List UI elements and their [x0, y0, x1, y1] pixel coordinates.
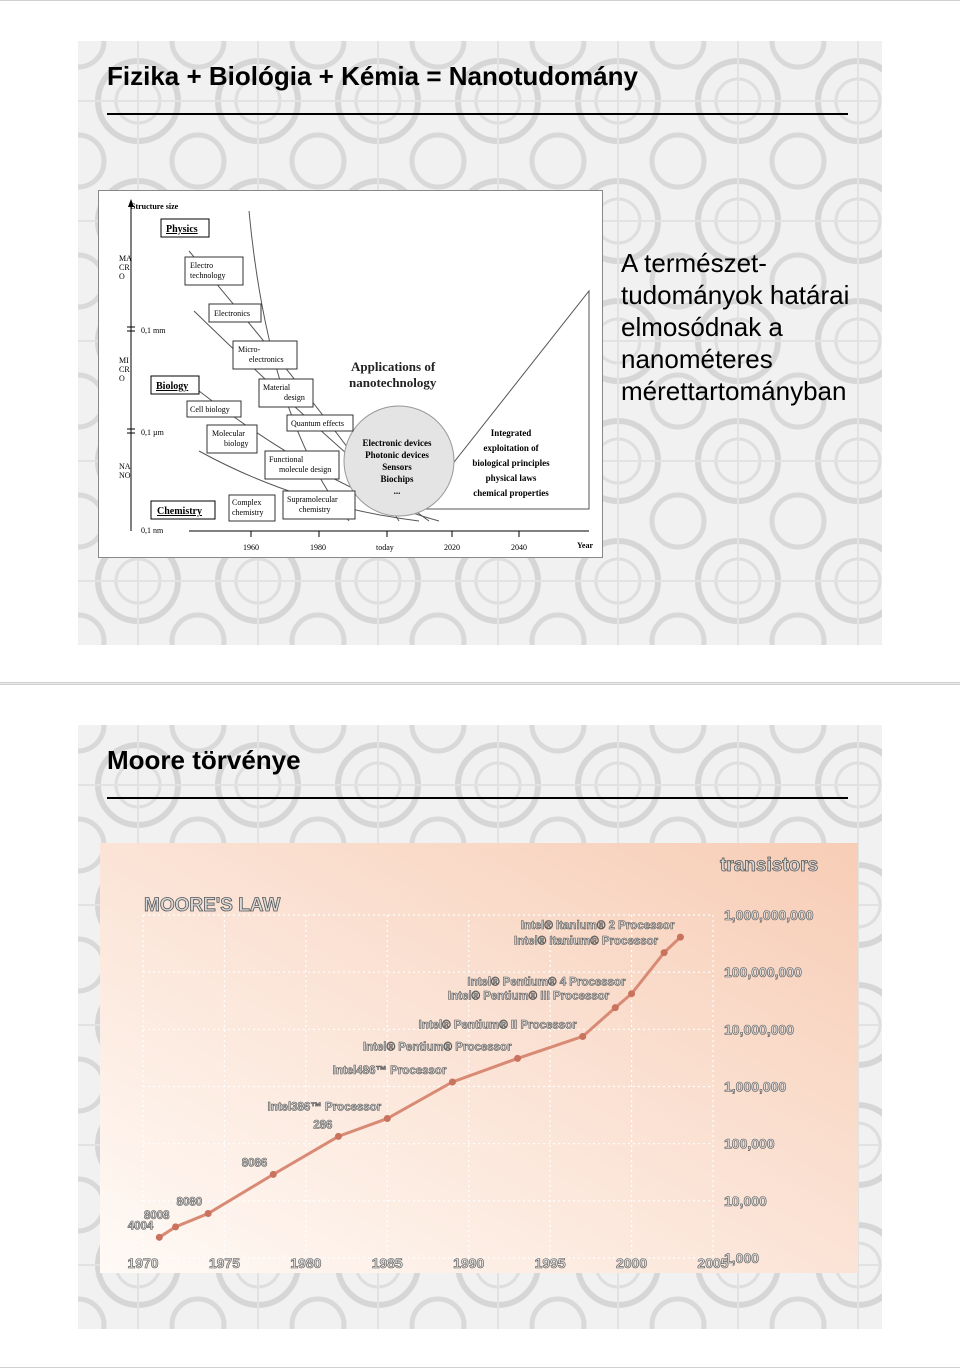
data-point: [270, 1171, 277, 1178]
slide-1: [0, 0, 960, 683]
scale-label-nm: 0,1 nm: [141, 526, 164, 535]
data-label: Intel® Pentium® III Processor: [447, 990, 610, 1003]
title-underline: [107, 113, 848, 115]
y-tick-label: 10,000: [724, 1192, 767, 1209]
y-tick-label: 1,000,000: [724, 1078, 787, 1095]
applications-title: Applications of nanotechnology: [349, 359, 437, 390]
y-tick-label: 100,000,000: [724, 964, 802, 981]
scale-label-mm: 0,1 mm: [141, 326, 166, 335]
svg-text:1960: 1960: [243, 543, 259, 552]
svg-text:Cell biology: Cell biology: [190, 405, 230, 414]
slide-caption: A természet- tudományok határai elmosódnak a nanométeres mérettartományban: [621, 248, 850, 406]
y-tick-label: 10,000,000: [724, 1021, 795, 1038]
data-label: Intel® Itanium® 2 Processor: [520, 920, 675, 933]
scale-nano: NA NO: [119, 462, 131, 480]
field-boxes: [185, 257, 355, 521]
data-point: [612, 1004, 619, 1011]
discipline-chemistry: [151, 501, 215, 519]
x-tick-label: 1975: [208, 1255, 241, 1271]
discipline-physics: [161, 219, 209, 237]
data-label: Intel486™ Processor: [332, 1064, 447, 1077]
svg-text:Micro-electronics: Micro-electronics: [238, 345, 284, 364]
data-point: [205, 1210, 212, 1217]
data-label: Intel® Pentium® 4 Processor: [467, 976, 626, 989]
chart-title: MOORE'S LAW: [144, 895, 281, 916]
data-label: Intel® Pentium® II Processor: [418, 1019, 577, 1032]
svg-text:Functionalmolecule design: Functional molecule design: [269, 455, 332, 474]
y-tick-label: 1,000,000,000: [724, 907, 814, 923]
data-point: [579, 1033, 586, 1040]
data-label: 286: [313, 1119, 333, 1132]
svg-text:Electrotechnology: Electro technology: [190, 261, 226, 280]
data-label: Intel® Itanium® Processor: [514, 935, 659, 948]
data-point: [661, 949, 668, 956]
data-point: [449, 1078, 456, 1085]
svg-text:2020: 2020: [444, 543, 460, 552]
y-tick-label: 1,000: [724, 1250, 760, 1266]
x-tick-label: 1990: [453, 1255, 485, 1271]
svg-text:Electronics: Electronics: [214, 309, 250, 318]
svg-text:Quantum effects: Quantum effects: [291, 419, 344, 428]
data-point: [628, 990, 635, 997]
y-axis-title: Structure size: [131, 202, 179, 211]
moores-law-chart: [100, 843, 858, 1273]
svg-text:Supramolecularchemistry: Supramolecular chemistry: [287, 495, 338, 514]
svg-text:Year: Year: [577, 541, 593, 550]
x-tick-label: 1995: [534, 1255, 566, 1271]
svg-text:2040: 2040: [511, 543, 527, 552]
data-point: [335, 1133, 342, 1140]
x-ticks: [243, 531, 593, 552]
applications-circle: [344, 406, 454, 516]
data-label: 8080: [176, 1196, 203, 1209]
title-underline: [107, 797, 848, 799]
data-label: 8086: [241, 1157, 268, 1170]
data-point: [384, 1115, 391, 1122]
svg-text:Molecularbiology: Molecular biology: [212, 429, 249, 448]
svg-text:Biology: Biology: [156, 381, 189, 392]
svg-text:today: today: [376, 543, 394, 552]
y-axis-title: transistors: [720, 855, 819, 876]
x-tick-label: 1985: [371, 1255, 403, 1271]
data-point: [156, 1234, 163, 1241]
svg-text:Chemistry: Chemistry: [157, 506, 202, 517]
scale-label-um: 0,1 µm: [141, 428, 164, 437]
data-label: Intel386™ Processor: [267, 1101, 382, 1114]
slide-title: Fizika + Biológia + Kémia = Nanotudomány: [107, 61, 638, 91]
scale-micro: MI CR O: [119, 356, 130, 383]
svg-text:Complexchemistry: Complex chemistry: [232, 498, 264, 517]
scale-macro: MA CR O: [119, 254, 132, 281]
data-label: 8008: [143, 1209, 170, 1222]
x-tick-label: 2000: [615, 1255, 648, 1271]
slide-2: [0, 684, 960, 1368]
slide-title: Moore törvénye: [107, 745, 301, 775]
data-point: [514, 1055, 521, 1062]
x-tick-label: 1970: [127, 1255, 159, 1271]
discipline-biology: [151, 376, 199, 394]
data-point: [677, 934, 684, 941]
svg-text:1980: 1980: [310, 543, 326, 552]
integrated-text: Integrated exploitation of biological principles physical laws chemical properties: [472, 428, 550, 498]
y-tick-label: 100,000: [724, 1135, 775, 1152]
applications-list: Electronic devices Photonic devices Sensors Biochips ...: [362, 438, 432, 496]
x-tick-label: 1980: [290, 1255, 322, 1271]
nanotech-diagram: [98, 190, 603, 558]
svg-text:Materialdesign: Material design: [263, 383, 305, 402]
data-label: 4004: [127, 1220, 154, 1233]
svg-text:Physics: Physics: [166, 224, 198, 235]
x-tick-label: 2005: [697, 1255, 729, 1271]
data-label: Intel® Pentium® Processor: [362, 1041, 512, 1054]
data-point: [172, 1223, 179, 1230]
